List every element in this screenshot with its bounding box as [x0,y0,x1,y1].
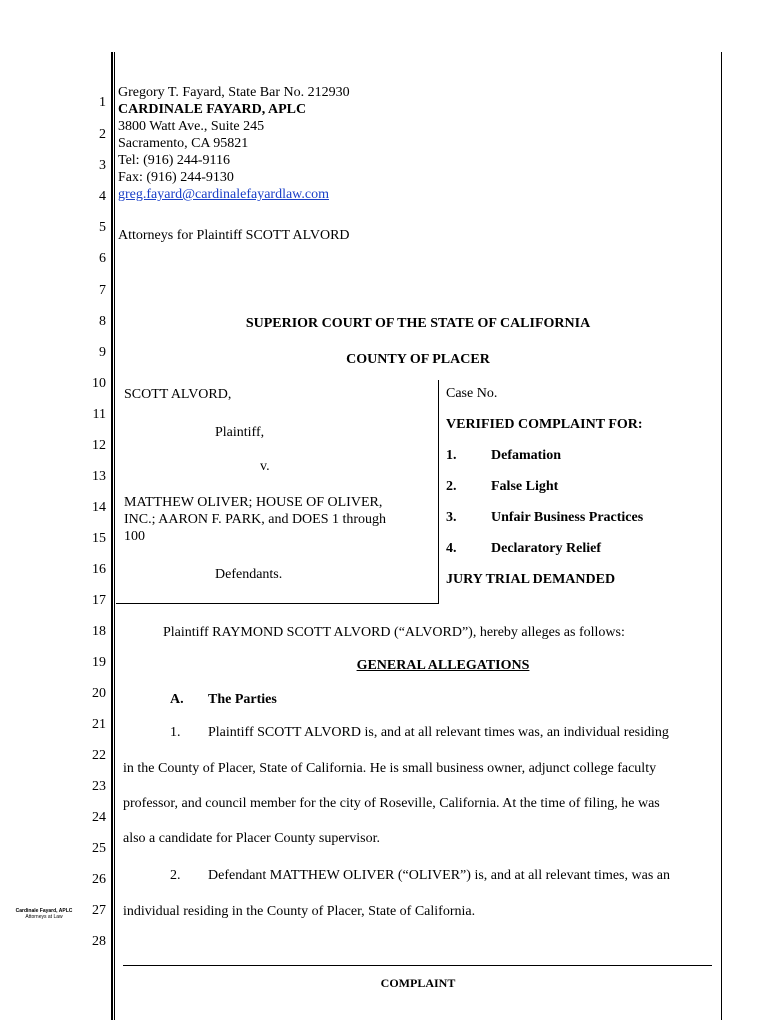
claim-number: 3. [446,510,457,525]
case-number: Case No. [446,386,498,401]
line-number: 11 [92,407,106,422]
claim-label: Defamation [491,448,561,463]
claim-label: Unfair Business Practices [491,510,644,525]
paragraph-line: Defendant MATTHEW OLIVER (“OLIVER”) is, and at all relevant times, was an [208,868,670,883]
footer-label: COMPLAINT [380,976,456,990]
line-number: 26 [92,872,106,887]
caption-defendants-line: MATTHEW OLIVER; HOUSE OF OLIVER, [124,495,383,510]
line-number: 1 [99,95,106,110]
side-firm-label [8,908,80,920]
line-number: 18 [92,624,106,639]
claim-number: 2. [446,479,457,494]
line-number: 6 [99,251,106,266]
caption-plaintiff-role: Plaintiff, [215,425,265,440]
line-number: 2 [99,127,106,142]
paragraph-number: 2. [170,868,181,883]
line-number: 14 [92,500,106,515]
paragraph-line: also a candidate for Placer County supervisor. [123,831,380,846]
line-number: 7 [99,283,106,298]
line-number: 24 [92,810,106,825]
line-number: 10 [92,376,106,391]
court-county: COUNTY OF PLACER [346,352,490,367]
attorney-block [118,84,350,203]
margin-rule-left-inner [114,52,115,1020]
firm-name: CARDINALE FAYARD, APLC [118,102,307,117]
section-heading: GENERAL ALLEGATIONS [356,658,530,673]
complaint-title: VERIFIED COMPLAINT FOR: [446,417,643,432]
firm-email-link[interactable]: greg.fayard@cardinalefayardlaw.com [118,187,329,202]
line-number: 21 [92,717,106,732]
claim-number: 1. [446,448,457,463]
line-number: 19 [92,655,106,670]
line-number: 28 [92,934,106,949]
firm-tel: Tel: (916) 244-9116 [118,153,231,168]
paragraph-line: in the County of Placer, State of California. He is small business owner, adjunct college faculty [123,761,657,776]
attorneys-for: Attorneys for Plaintiff SCOTT ALVORD [118,228,350,243]
line-number: 27 [92,903,106,918]
caption-defendants-line: 100 [124,529,145,544]
attorney-name: Gregory T. Fayard, State Bar No. 212930 [118,85,350,100]
firm-address-2: Sacramento, CA 95821 [118,136,249,151]
caption-defendants-line: INC.; AARON F. PARK, and DOES 1 through [124,512,387,527]
paragraph-line: professor, and council member for the city of Roseville, California. At the time of filing, he was [123,796,660,811]
line-number: 16 [92,562,106,577]
footer-rule [123,965,712,966]
intro-paragraph: Plaintiff RAYMOND SCOTT ALVORD (“ALVORD”), hereby alleges as follows: [163,625,625,640]
claim-label: Declaratory Relief [491,541,601,556]
firm-fax: Fax: (916) 244-9130 [118,170,234,185]
side-firm-name: Cardinale Fayard, APLC [15,908,73,914]
subsection-letter: A. [170,692,184,707]
line-number: 23 [92,779,106,794]
side-firm-sub: Attorneys at Law [25,914,63,920]
line-number: 13 [92,469,106,484]
line-number: 4 [99,189,106,204]
line-number: 17 [92,593,106,608]
paragraph-line: individual residing in the County of Placer, State of California. [123,904,476,919]
caption-plaintiff: SCOTT ALVORD, [124,387,232,402]
line-number: 20 [92,686,106,701]
line-number: 8 [99,314,106,329]
paragraph-line: Plaintiff SCOTT ALVORD is, and at all relevant times was, an individual residing [208,725,669,740]
caption-defendants-role: Defendants. [215,567,283,582]
line-number: 5 [99,220,106,235]
firm-address-1: 3800 Watt Ave., Suite 245 [118,119,265,134]
line-number: 25 [92,841,106,856]
subsection-title: The Parties [208,692,277,707]
line-number: 9 [99,345,106,360]
line-number: 15 [92,531,106,546]
margin-rule-right [721,52,722,1020]
line-number: 22 [92,748,106,763]
court-name: SUPERIOR COURT OF THE STATE OF CALIFORNIA [245,316,591,331]
claim-label: False Light [491,479,559,494]
line-number: 12 [92,438,106,453]
caption-defendants [124,494,386,545]
caption-versus: v. [260,459,270,474]
jury-demand: JURY TRIAL DEMANDED [446,572,616,587]
paragraph-number: 1. [170,725,181,740]
claim-number: 4. [446,541,457,556]
margin-rule-left [111,52,113,1020]
line-number: 3 [99,158,106,173]
